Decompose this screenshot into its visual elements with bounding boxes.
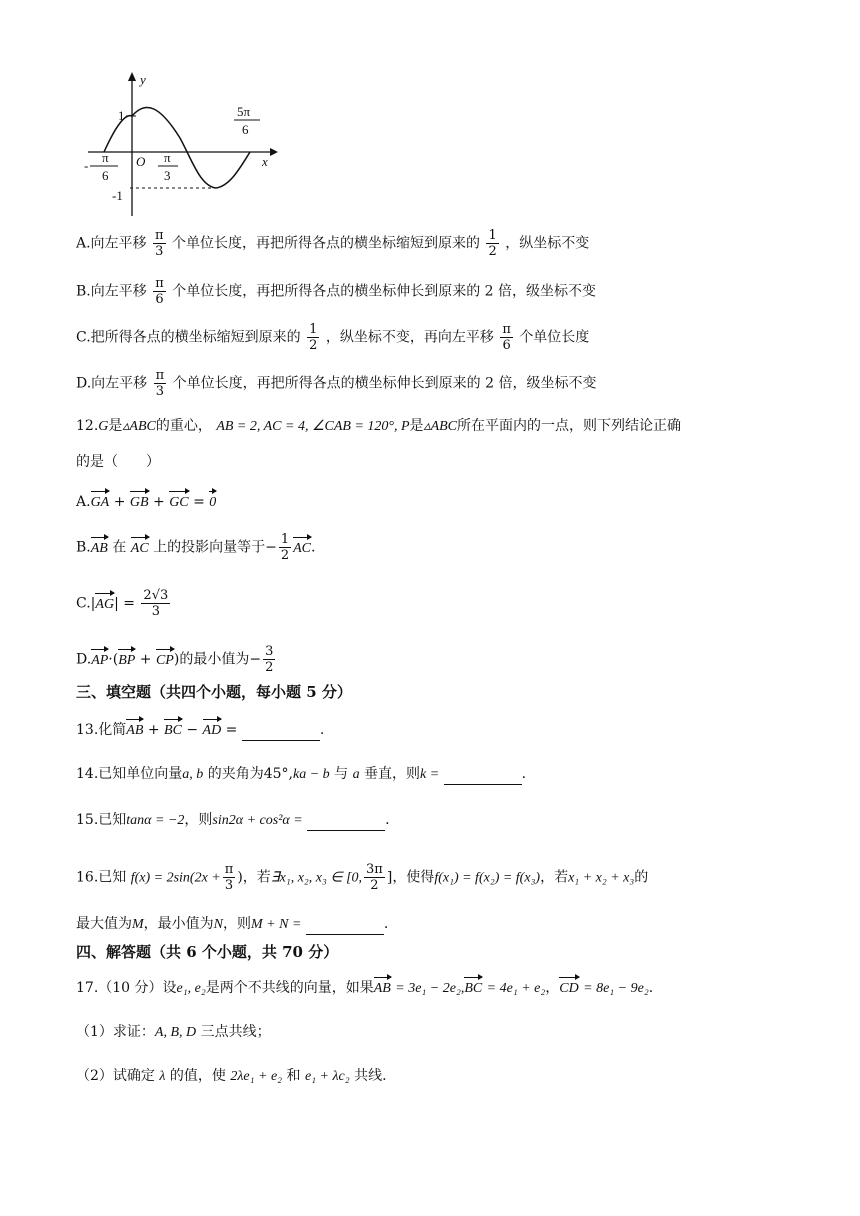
q14 bbox=[76, 764, 526, 785]
graph-x-left-den: 6 bbox=[102, 168, 109, 183]
q17-part1-prefix: （1）求证： bbox=[76, 1024, 155, 1040]
q11-option-d bbox=[76, 368, 596, 399]
q11-a-frac2-den: 2 bbox=[488, 244, 497, 259]
q17-vec-cd: CD bbox=[559, 976, 578, 999]
q16-line2-t3: ，则 bbox=[223, 916, 252, 932]
q11-a-frac1-num: π bbox=[155, 228, 164, 243]
q16-answer-blank[interactable] bbox=[306, 920, 384, 935]
q17-part2 bbox=[76, 1066, 387, 1087]
q11-a-frac2-num: 1 bbox=[488, 228, 497, 243]
q12-a-vec-gb: GB bbox=[130, 490, 149, 513]
q12-tri: ▵ABC bbox=[122, 419, 156, 434]
q12-b-frac-den: 2 bbox=[280, 548, 290, 563]
q17-part2-v1: 2λe₁ + e₂ bbox=[230, 1069, 283, 1084]
q12-b-prefix: B. bbox=[76, 539, 91, 556]
section4-title: 四、解答题（共 6 个小题，共 70 分） bbox=[76, 943, 339, 961]
q16-m: M bbox=[132, 917, 144, 932]
q13-plus: + bbox=[147, 722, 160, 738]
q11-d-frac1-num: π bbox=[155, 368, 165, 383]
q12-d-vec-ap: AP bbox=[91, 648, 108, 671]
q14-prefix: 14.已知单位向量 bbox=[76, 766, 183, 782]
q13-minus: − bbox=[186, 722, 199, 738]
q12-b-sign: − bbox=[265, 539, 277, 556]
q17-part1-pts: A, B, D bbox=[154, 1025, 197, 1040]
q16-t4: 的 bbox=[634, 869, 649, 886]
q11-c-frac1-den: 2 bbox=[309, 338, 318, 353]
q16-t2: ，使得 bbox=[392, 869, 435, 886]
q17-part2-lambda: λ bbox=[159, 1069, 166, 1084]
graph-x-left-minus: - bbox=[84, 158, 89, 173]
x-axis-arrow-icon bbox=[270, 148, 278, 156]
q17-part2-t2: 和 bbox=[286, 1068, 301, 1084]
q11-c-frac2-den: 6 bbox=[502, 338, 511, 353]
q11-c-frac2 bbox=[500, 322, 513, 353]
q12-a-vec-gc: GC bbox=[169, 490, 188, 513]
q16-n: N bbox=[213, 917, 224, 932]
q14-t2: 与 bbox=[334, 766, 349, 782]
graph-origin-label: O bbox=[136, 154, 146, 169]
q11-d-suffix: 个单位长度，再把所得各点的横坐标伸长到原来的 2 倍，级坐标不变 bbox=[172, 375, 597, 392]
q12-c-frac bbox=[141, 588, 170, 619]
q17-vec-ab: AB bbox=[374, 976, 391, 999]
q17-prefix: 17.（10 分）设 bbox=[76, 980, 177, 996]
q16-exists: ∃x₁, x₂, x₃ ∈ [0, bbox=[270, 870, 363, 886]
q12-number: 12. bbox=[76, 418, 99, 434]
graph-x-mid-num: π bbox=[164, 150, 171, 165]
q14-t1: 的夹角为 bbox=[207, 766, 264, 782]
q13-prefix: 13.化简 bbox=[76, 722, 127, 738]
q11-c-mid: ，纵坐标不变，再向左平移 bbox=[325, 329, 494, 346]
q13-answer-blank[interactable] bbox=[242, 726, 320, 741]
q11-a-prefix: A.向左平移 bbox=[76, 235, 147, 252]
section3-title: 三、填空题（共四个小题，每小题 5 分） bbox=[76, 683, 352, 701]
q12-stem-line1 bbox=[76, 416, 681, 437]
q12-c-vec-ag: AG bbox=[95, 592, 114, 615]
graph-x-label: x bbox=[262, 154, 268, 169]
q12-a-zero-vec: 0 bbox=[209, 490, 216, 513]
graph-x-right-num: 5π bbox=[237, 104, 251, 119]
q13 bbox=[76, 718, 324, 741]
q12-a-vec-ga: GA bbox=[91, 490, 110, 513]
y-axis-arrow-icon bbox=[128, 72, 136, 81]
q17-part2-t1: 的值，使 bbox=[169, 1068, 226, 1084]
q16-eq: f(x₁) = f(x₂) = f(x₃) bbox=[434, 870, 541, 886]
q12-t3: 是 bbox=[409, 418, 424, 434]
q12-tri2: ▵ABC bbox=[423, 419, 458, 434]
q11-a-frac2 bbox=[486, 228, 498, 259]
q11-c-suffix: 个单位长度 bbox=[519, 329, 590, 346]
q17-e: e₁, e₂ bbox=[176, 981, 206, 996]
q16-line1 bbox=[76, 862, 648, 893]
q11-d-frac1 bbox=[154, 368, 167, 399]
graph-x-mid-den: 3 bbox=[164, 168, 171, 183]
q11-option-c bbox=[76, 322, 589, 353]
q17-t1: 是两个不共线的向量，如果 bbox=[205, 980, 374, 996]
q15-t1: ，则 bbox=[184, 812, 213, 828]
q14-t3: 垂直，则 bbox=[364, 766, 421, 782]
q14-expr: ka − b bbox=[292, 767, 330, 782]
q13-eq: = bbox=[225, 722, 238, 738]
q12-t2: 的重心， bbox=[155, 418, 212, 434]
q14-answer-blank[interactable] bbox=[444, 770, 522, 785]
q16-t3: ，若 bbox=[540, 869, 569, 886]
q13-vec-ab: AB bbox=[126, 718, 143, 741]
q17-part2-prefix: （2）试确定 bbox=[76, 1068, 155, 1084]
q12-b-vec-ac2: AC bbox=[293, 536, 311, 559]
q14-a: a bbox=[352, 767, 360, 782]
q12-stem-line2: 的是（ ） bbox=[76, 454, 160, 470]
q12-c-abs-left: | bbox=[90, 595, 96, 612]
q17-vec-bc: BC bbox=[464, 976, 482, 999]
q14-end: . bbox=[521, 766, 527, 782]
q12-c-abs-right: | bbox=[114, 595, 119, 612]
q17-end: . bbox=[648, 980, 654, 996]
q17-part2-v2: e₁ + λc₂ bbox=[304, 1069, 350, 1084]
q16-end: . bbox=[383, 916, 389, 932]
q12-a-prefix: A. bbox=[76, 494, 91, 510]
q16-mn: M + N = bbox=[251, 917, 302, 932]
q17-part1 bbox=[76, 1022, 271, 1043]
graph-y-max-label: 1 bbox=[118, 108, 125, 123]
q11-a-frac1-den: 3 bbox=[155, 244, 164, 259]
q14-angle: 45°, bbox=[263, 766, 293, 782]
q12-d-sign: − bbox=[249, 651, 262, 668]
q16-line2-t1: 最大值为 bbox=[76, 916, 132, 932]
q16-close: ) bbox=[237, 869, 243, 886]
q12-a-plus2: + bbox=[153, 494, 165, 510]
q12-d-t1: 的最小值为 bbox=[179, 651, 250, 668]
q12-option-d bbox=[76, 644, 277, 675]
q11-option-b bbox=[76, 276, 596, 307]
q12-d-plus: + bbox=[139, 651, 152, 668]
q12-t4: 所在平面内的一点，则下列结论正确 bbox=[457, 418, 682, 434]
q14-k: k = bbox=[420, 767, 440, 782]
q12-d-paren-left: ( bbox=[112, 651, 119, 668]
q11-d-frac1-den: 3 bbox=[155, 384, 165, 399]
sine-graph bbox=[80, 68, 290, 218]
graph-y-label: y bbox=[140, 72, 146, 87]
q11-d-prefix: D.向左平移 bbox=[76, 375, 148, 392]
q12-b-end: . bbox=[311, 539, 316, 556]
q16-int-den: 2 bbox=[370, 878, 379, 893]
q11-c-frac1 bbox=[307, 322, 319, 353]
q12-option-b bbox=[76, 532, 315, 563]
q15-expr: sin2α + cos²α = bbox=[212, 813, 303, 828]
q15-answer-blank[interactable] bbox=[307, 816, 385, 831]
q12-b-frac bbox=[279, 532, 291, 563]
q12-c-prefix: C. bbox=[76, 595, 91, 612]
sine-curve bbox=[104, 107, 250, 188]
q12-c-eq: = bbox=[123, 595, 135, 612]
q13-vec-ad: AD bbox=[203, 718, 222, 741]
q17-cd-val: = 8e₁ − 9e₂ bbox=[583, 981, 649, 996]
q15 bbox=[76, 810, 390, 831]
q11-a-mid: 个单位长度，再把所得各点的横坐标缩短到原来的 bbox=[172, 235, 481, 252]
graph-y-min-label: -1 bbox=[112, 188, 123, 203]
q16-t1: ，若 bbox=[242, 869, 271, 886]
q12-c-frac-den: 3 bbox=[151, 604, 160, 619]
q12-b-t2: 上的投影向量等于 bbox=[153, 539, 266, 556]
graph-x-right-den: 6 bbox=[242, 122, 249, 137]
q15-prefix: 15.已知 bbox=[76, 812, 127, 828]
q12-a-plus1: + bbox=[113, 494, 126, 510]
q13-end: . bbox=[319, 722, 325, 738]
q12-t1: 是 bbox=[108, 418, 123, 434]
q16-line2 bbox=[76, 914, 388, 935]
q11-b-frac1 bbox=[153, 276, 166, 307]
q16-frac-num: π bbox=[224, 862, 234, 877]
q11-b-frac1-den: 6 bbox=[155, 292, 164, 307]
q11-a-frac1 bbox=[153, 228, 166, 259]
q17-part2-t3: 共线. bbox=[354, 1068, 387, 1084]
q11-c-frac1-num: 1 bbox=[309, 322, 318, 337]
q12-b-frac-num: 1 bbox=[280, 532, 290, 547]
q17-sep: ， bbox=[545, 980, 560, 996]
q12-d-frac-den: 2 bbox=[265, 660, 274, 675]
q12-d-frac bbox=[263, 644, 275, 675]
q12-d-vec-cp: CP bbox=[156, 648, 174, 671]
q12-d-frac-num: 3 bbox=[265, 644, 274, 659]
q12-a-eq: = bbox=[193, 494, 205, 510]
q12-d-prefix: D. bbox=[76, 651, 92, 668]
q12-b-vec-ac: AC bbox=[131, 536, 149, 559]
q15-end: . bbox=[385, 812, 390, 828]
q14-vectors: a, b bbox=[182, 767, 204, 782]
q11-b-suffix: 个单位长度，再把所得各点的横坐标伸长到原来的 2 倍，级坐标不变 bbox=[172, 283, 597, 300]
q12-option-c bbox=[76, 588, 172, 619]
q16-frac bbox=[223, 862, 236, 893]
q11-c-frac2-num: π bbox=[502, 322, 511, 337]
q12-b-t1: 在 bbox=[112, 539, 127, 556]
q13-vec-bc: BC bbox=[164, 718, 182, 741]
q12-c-frac-num: 2√3 bbox=[143, 588, 169, 603]
q17-stem bbox=[76, 976, 653, 999]
q12-d-dot: · bbox=[108, 651, 113, 668]
q12-d-vec-bp: BP bbox=[118, 648, 135, 671]
q16-line2-t2: ，最小值为 bbox=[143, 916, 214, 932]
q16-func: f(x) = 2sin(2x + bbox=[130, 870, 221, 886]
q16-int-frac bbox=[364, 862, 385, 893]
q12-cond: AB = 2, AC = 4, ∠CAB = 120°, P bbox=[216, 419, 410, 434]
q16-sum: x₁ + x₂ + x₃ bbox=[568, 870, 635, 886]
q12-g: G bbox=[98, 419, 109, 434]
q11-b-frac1-num: π bbox=[155, 276, 164, 291]
q11-a-suffix: ，纵坐标不变 bbox=[505, 235, 590, 252]
q17-ab-val: = 3e₁ − 2e₂, bbox=[395, 981, 465, 996]
q11-option-a bbox=[76, 228, 589, 259]
q11-c-prefix: C.把所得各点的横坐标缩短到原来的 bbox=[76, 329, 301, 346]
q15-given: tanα = −2 bbox=[126, 813, 185, 828]
q16-int-num: 3π bbox=[366, 862, 383, 877]
q17-part1-suffix: 三点共线； bbox=[200, 1024, 271, 1040]
q11-b-prefix: B.向左平移 bbox=[76, 283, 147, 300]
q16-prefix: 16.已知 bbox=[76, 869, 127, 886]
q12-d-paren-right: ) bbox=[173, 651, 180, 668]
q16-int-close: ] bbox=[386, 869, 393, 886]
q12-b-vec-ab: AB bbox=[91, 536, 108, 559]
q16-frac-den: 3 bbox=[224, 878, 234, 893]
q17-bc-val: = 4e₁ + e₂ bbox=[486, 981, 546, 996]
q12-option-a bbox=[76, 490, 216, 513]
graph-x-left-num: π bbox=[102, 150, 109, 165]
